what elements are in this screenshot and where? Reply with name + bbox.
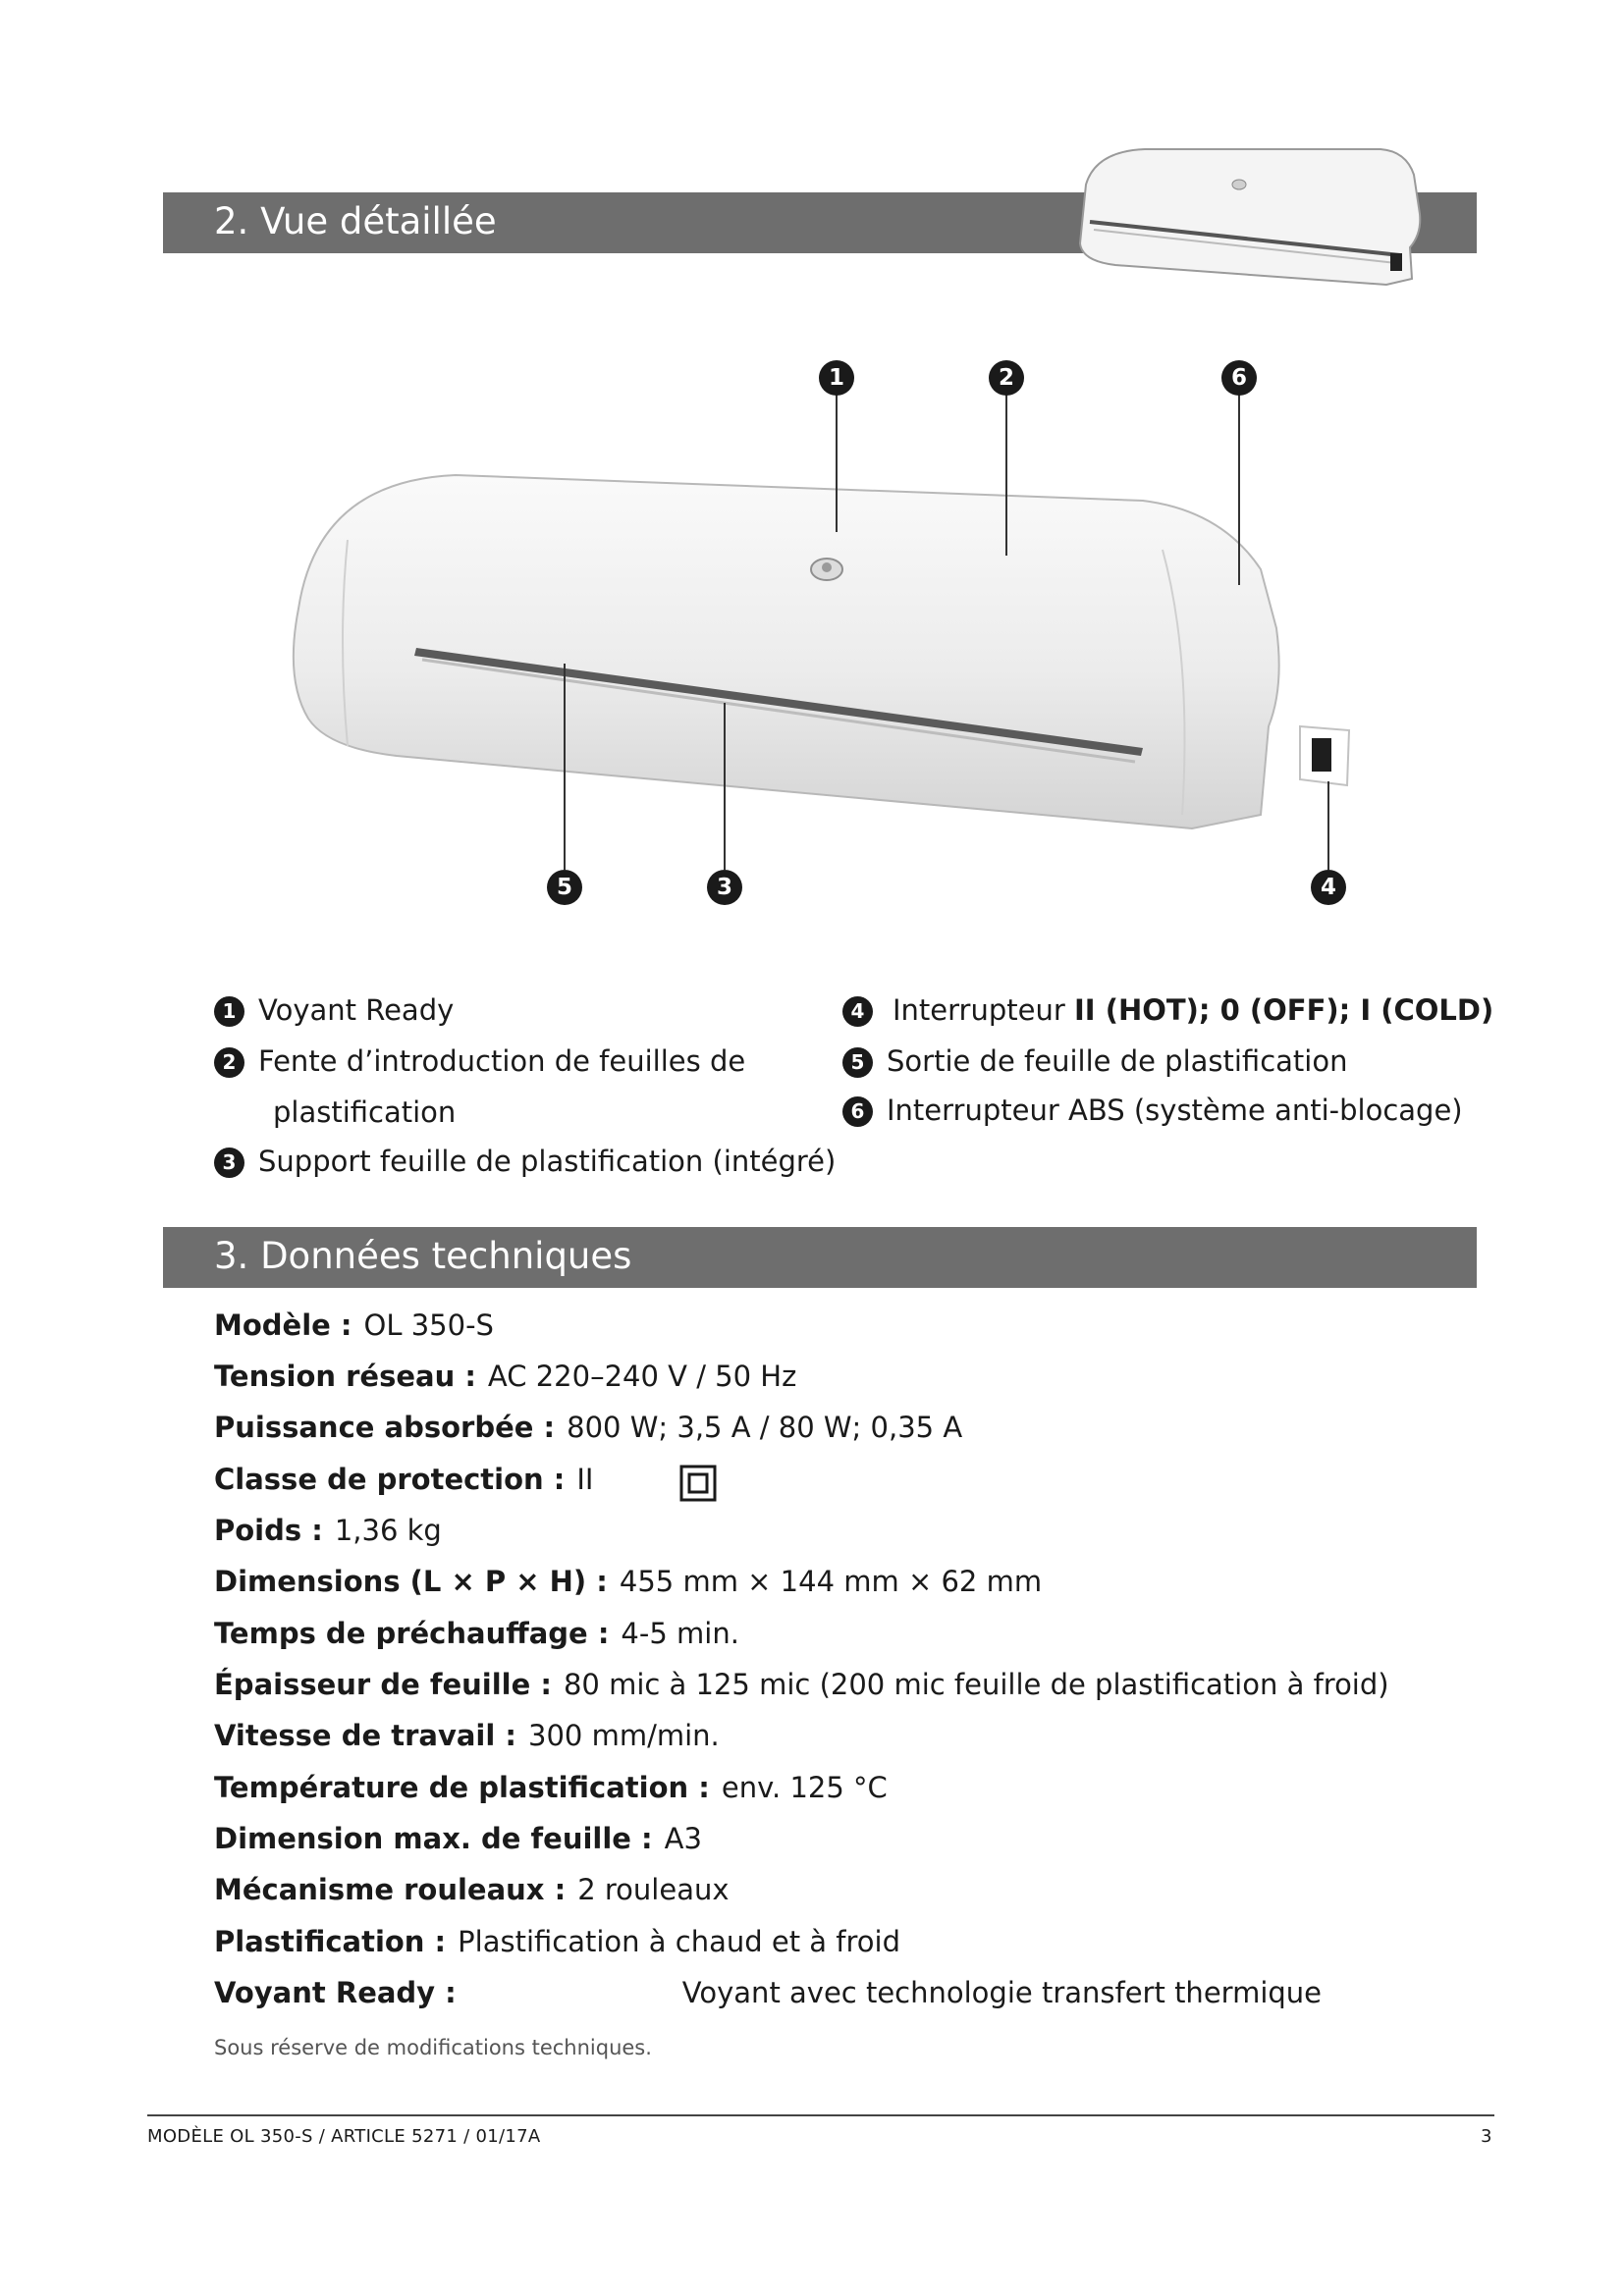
section-3-title: 3. Données techniques [214,1235,632,1277]
disclaimer-note: Sous réserve de modifications techniques. [214,2036,652,2059]
legend-item-1: 1 Voyant Ready [214,993,454,1027]
legend-item-6: 6 Interrupteur ABS (système anti-blocage) [842,1094,1463,1127]
legend-item-3: 3 Support feuille de plastification (intégré) [214,1145,836,1178]
callout-5: 5 [547,870,582,905]
spec-row-power: Puissance absorbée : 800 W; 3,5 A / 80 W; 0,35 A [214,1411,963,1444]
spec-row-weight: Poids : 1,36 kg [214,1514,442,1547]
footer-rule [147,2114,1494,2116]
spec-row-voltage: Tension réseau : AC 220–240 V / 50 Hz [214,1360,797,1393]
leader-line-4 [1327,781,1329,870]
section-2-title: 2. Vue détaillée [214,200,497,242]
spec-row-lamination: Plastification : Plastification à chaud et à froid [214,1925,900,1958]
spec-row-protection-class: Classe de protection : II [214,1463,594,1496]
legend-item-2: 2 Fente d’introduction de feuilles de [214,1044,745,1078]
legend-item-2-continuation: plastification [273,1095,457,1129]
callout-4: 4 [1311,870,1346,905]
spec-row-thickness: Épaisseur de feuille : 80 mic à 125 mic (200 mic feuille de plastification à froid) [214,1668,1389,1701]
leader-line-6 [1238,395,1240,585]
leader-line-1 [836,395,838,532]
laminator-thumbnail [1056,145,1430,293]
spec-row-rollers: Mécanisme rouleaux : 2 rouleaux [214,1873,730,1906]
callout-3: 3 [707,870,742,905]
spec-row-ready-light: Voyant Ready : Voyant avec technologie transfert thermique [214,1976,1323,2009]
laminator-illustration [279,461,1398,844]
spec-row-preheat: Temps de préchauffage : 4-5 min. [214,1617,739,1650]
legend-item-5: 5 Sortie de feuille de plastification [842,1044,1347,1078]
legend-item-4: 4 Interrupteur II (HOT); 0 (OFF); I (COLD) [842,993,1493,1027]
page-number: 3 [1481,2126,1492,2147]
callout-2: 2 [989,360,1024,396]
leader-line-3 [724,703,726,870]
section-3-header [163,1227,1477,1288]
class-ii-icon [679,1465,717,1502]
callout-6: 6 [1221,360,1257,396]
spec-row-speed: Vitesse de travail : 300 mm/min. [214,1719,720,1752]
leader-line-2 [1005,395,1007,556]
spec-row-dimensions: Dimensions (L × P × H) : 455 mm × 144 mm × 62 mm [214,1565,1043,1598]
leader-line-5 [564,664,566,870]
spec-row-temperature: Température de plastification : env. 125 °C [214,1771,888,1804]
footer-model-article: MODÈLE OL 350-S / ARTICLE 5271 / 01/17A [147,2126,541,2147]
callout-1: 1 [819,360,854,396]
spec-row-max-size: Dimension max. de feuille : A3 [214,1822,702,1855]
spec-row-model: Modèle : OL 350-S [214,1308,494,1342]
